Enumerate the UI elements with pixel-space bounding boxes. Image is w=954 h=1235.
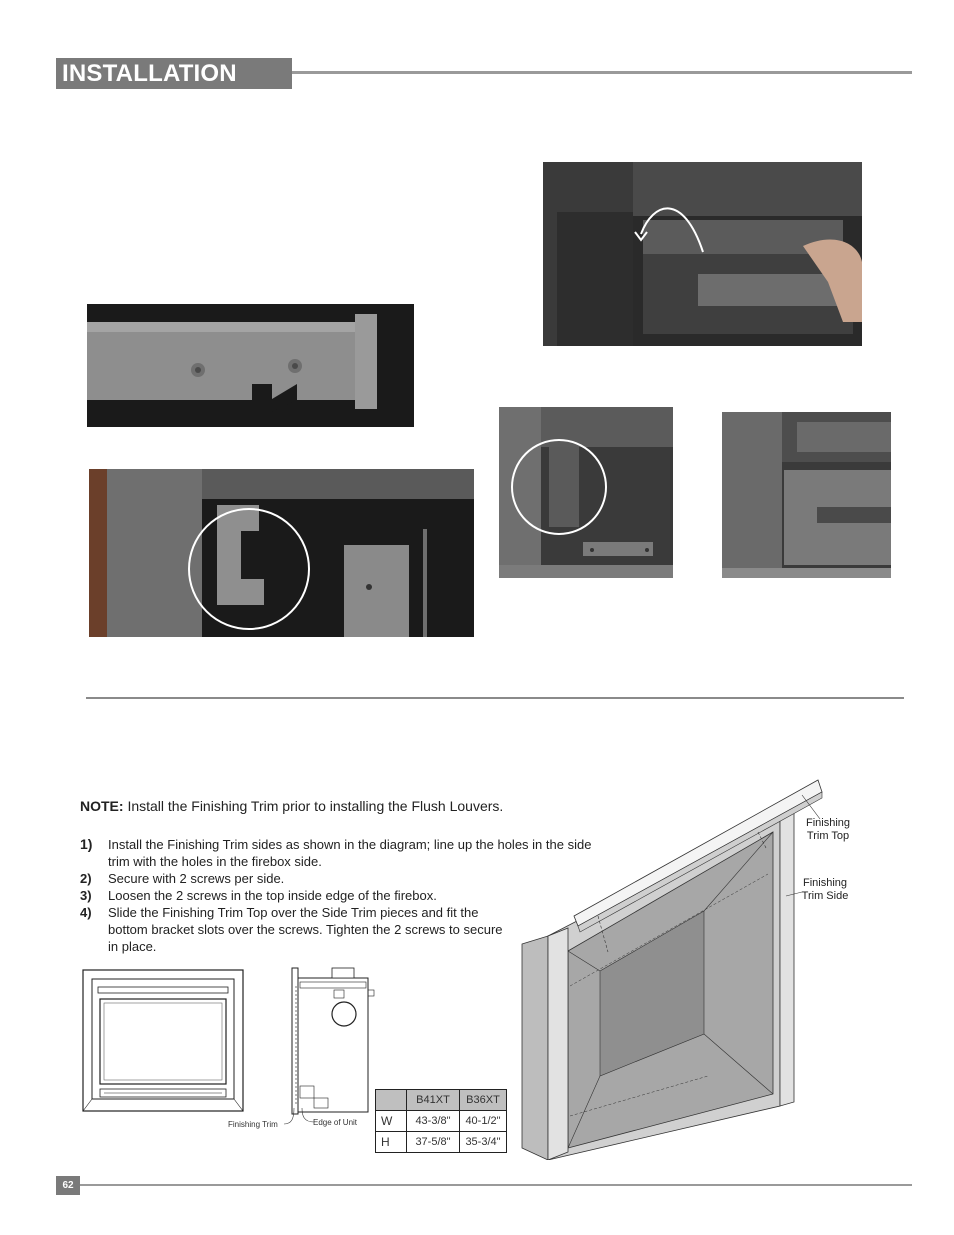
section-divider (86, 697, 904, 699)
photo-trim-corner-circled (499, 407, 673, 578)
step-number: 1) (80, 836, 93, 852)
leader-trim-top (800, 793, 830, 823)
photo-trim-bracket (87, 304, 414, 427)
step-text: Install the Finishing Trim sides as shown in the diagram; line up the holes in the side trim with the holes in the firebox side. (108, 837, 592, 869)
label-edge-of-unit: Edge of Unit (313, 1118, 358, 1127)
step-number: 4) (80, 905, 92, 920)
side-view-drawing (290, 966, 378, 1116)
table-cell: H (376, 1132, 407, 1153)
front-view-drawing (82, 969, 244, 1112)
label-finishing-trim-top: Finishing Trim Top (805, 817, 851, 842)
step-text: Slide the Finishing Trim Top over the Side Trim pieces and fit the bottom bracket slots over the screws. Tighten the 2 screws to secure in place. (108, 905, 503, 954)
table-header-cell: B41XT (407, 1090, 460, 1111)
step-text: Loosen the 2 screws in the top inside edge of the firebox. (108, 888, 437, 903)
note-text: Install the Finishing Trim prior to installing the Flush Louvers. (127, 798, 504, 814)
note (80, 798, 503, 814)
footer-rule (80, 1184, 912, 1186)
photo-sliding-trim (543, 162, 862, 346)
header-rule (292, 71, 912, 74)
page-number: 62 (56, 1176, 80, 1195)
note-label: NOTE: (80, 798, 124, 814)
table-header-cell: B36XT (460, 1090, 507, 1111)
step-4 (80, 904, 510, 955)
photo-finished-trim (722, 412, 891, 578)
leader-edge (296, 1106, 316, 1126)
page-title: INSTALLATION (62, 60, 237, 87)
table-cell: 37-5/8" (407, 1132, 460, 1153)
table-cell: 35-3/4" (460, 1132, 507, 1153)
table-header-cell (376, 1090, 407, 1111)
dimensions-table (375, 1089, 507, 1153)
table-cell: 40-1/2" (460, 1111, 507, 1132)
step-text: Secure with 2 screws per side. (108, 871, 285, 886)
table-cell: 43-3/8" (407, 1111, 460, 1132)
leader-trim-side (784, 886, 804, 906)
photo-bracket-slot-circled (89, 469, 474, 637)
step-number: 2) (80, 871, 92, 886)
label-finishing-trim: Finishing Trim (228, 1120, 278, 1129)
isometric-trim-diagram (518, 776, 824, 1160)
step-number: 3) (80, 888, 92, 903)
table-row (376, 1132, 507, 1153)
label-finishing-trim-side: Finishing Trim Side (801, 877, 849, 902)
table-row (376, 1111, 507, 1132)
table-cell: W (376, 1111, 407, 1132)
